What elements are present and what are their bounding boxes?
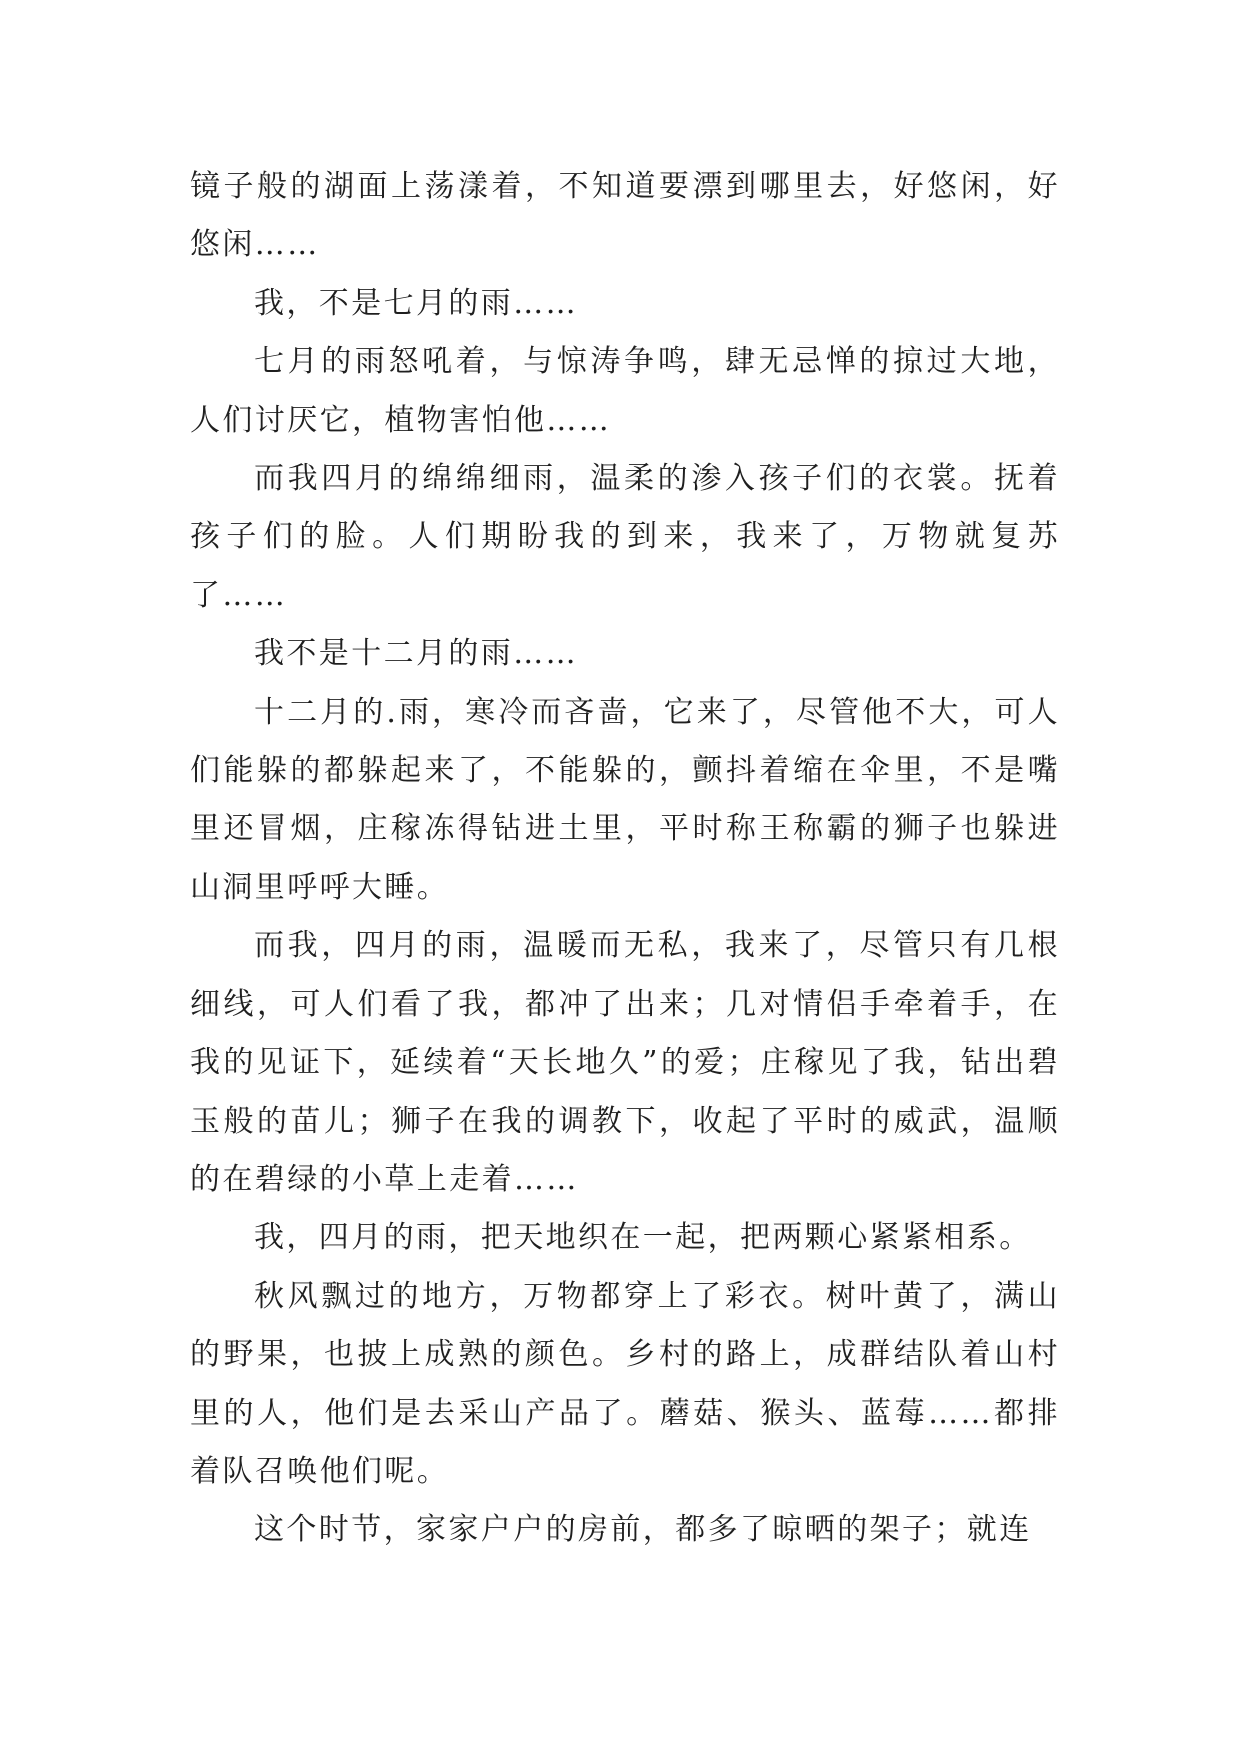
paragraph: 镜子般的湖面上荡漾着，不知道要漂到哪里去，好悠闲，好悠闲…… — [190, 169, 1060, 263]
paragraph: 七月的雨怒吼着，与惊涛争鸣，肆无忌惮的掠过大地，人们讨厌它，植物害怕他…… — [190, 344, 1060, 438]
paragraph: 而我四月的绵绵细雨，温柔的渗入孩子们的衣裳。抚着孩子们的脸。人们期盼我的到来，我来了，万物就复苏了…… — [190, 461, 1060, 613]
paragraph: 而我，四月的雨，温暖而无私，我来了，尽管只有几根细线，可人们看了我，都冲了出来；几对情侣手牵着手，在我的见证下，延续着“天长地久”的爱；庄稼见了我，钻出碧玉般的苗儿；狮子在我的调教下，收起了平时的威武，温顺的在碧绿的小草上走着…… — [190, 928, 1060, 1197]
document-body — [190, 158, 1060, 1560]
paragraph: 我，四月的雨，把天地织在一起，把两颗心紧紧相系。 — [254, 1220, 1032, 1256]
paragraph: 这个时节，家家户户的房前，都多了晾晒的架子；就连 — [254, 1512, 1032, 1548]
paragraph: 秋风飘过的地方，万物都穿上了彩衣。树叶黄了，满山的野果，也披上成熟的颜色。乡村的路上，成群结队着山村里的人，他们是去采山产品了。蘑菇、猴头、蓝莓……都排着队召唤他们呢。 — [190, 1278, 1060, 1489]
paragraph: 我，不是七月的雨…… — [254, 285, 578, 321]
paragraph: 十二月的.雨，寒冷而吝啬，它来了，尽管他不大，可人们能躲的都躲起来了，不能躲的，颤抖着缩在伞里，不是嘴里还冒烟，庄稼冻得钻进土里，平时称王称霸的狮子也躲进山洞里呼呼大睡。 — [190, 694, 1060, 905]
paragraph: 我不是十二月的雨…… — [254, 636, 578, 672]
